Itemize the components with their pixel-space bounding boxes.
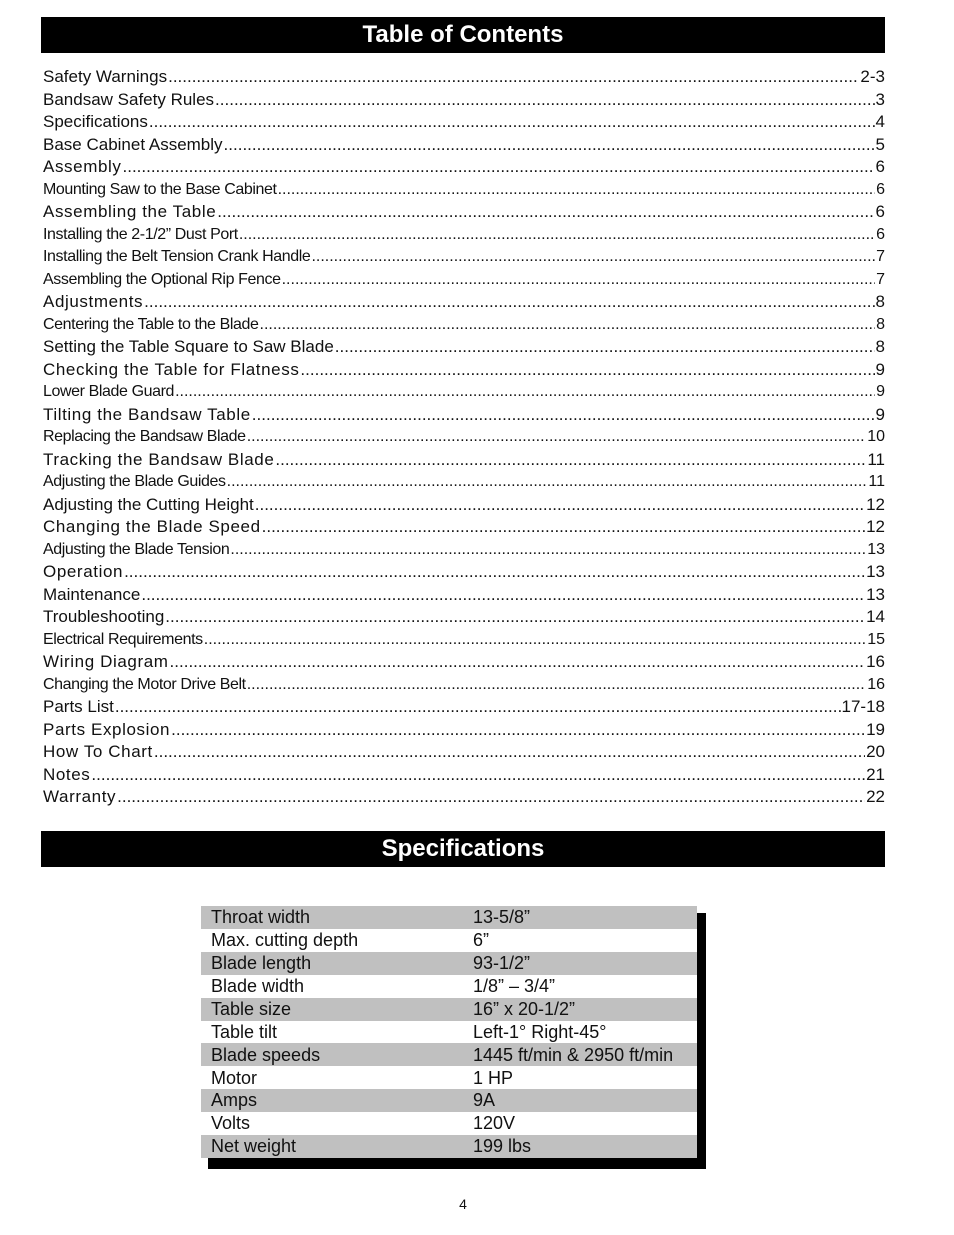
spec-row (201, 975, 697, 998)
toc-entry-page: 15 (867, 630, 885, 648)
toc-entry-title: Adjustments (43, 292, 144, 311)
toc-entry-title: Tracking the Bandsaw Blade (43, 449, 275, 469)
toc-entry-page: 3 (875, 89, 885, 109)
spec-label: Motor (211, 1067, 258, 1088)
toc-leader (260, 314, 876, 337)
toc-leader (117, 786, 865, 809)
toc-entry-page: 9 (876, 383, 885, 400)
toc-entry-page: 8 (876, 315, 885, 333)
toc-entry (43, 786, 885, 809)
spec-label: Table tilt (211, 1021, 278, 1042)
toc-leader (252, 404, 875, 427)
spec-value: 13-5/8” (463, 906, 697, 929)
toc-entry-page: 2-3 (860, 67, 885, 86)
toc-entry-title: Electrical Requirements (43, 630, 203, 648)
spec-row (201, 998, 697, 1021)
toc-entry-page: 14 (866, 607, 885, 626)
toc-entry (43, 449, 885, 472)
spec-row (201, 1135, 697, 1158)
toc-entry-page: 12 (866, 517, 885, 536)
spec-row (201, 1043, 697, 1066)
toc-entry-page: 10 (867, 428, 885, 445)
spec-value: 9A (463, 1089, 697, 1112)
spec-label: Amps (201, 1089, 463, 1112)
page-number: 4 (459, 1196, 467, 1212)
spec-row (201, 1089, 697, 1112)
toc-entry-title: Centering the Table to the Blade (43, 315, 259, 333)
toc-entry (43, 561, 885, 584)
toc-entry-title: Parts List (43, 697, 114, 716)
spec-row (201, 952, 697, 975)
specifications-table (201, 906, 697, 1158)
toc-entry-page: 5 (875, 134, 885, 154)
toc-leader (154, 741, 865, 764)
toc-entry (43, 156, 885, 179)
toc-entry-title: Adjusting the Blade Guides (43, 473, 226, 490)
toc-leader (275, 449, 866, 472)
toc-leader (115, 696, 841, 719)
toc-heading: Table of Contents (41, 17, 885, 53)
toc-leader (230, 539, 866, 562)
toc-leader (170, 651, 866, 674)
toc-entry-page: 13 (867, 540, 885, 558)
toc-entry-title: Wiring Diagram (43, 652, 169, 671)
toc-entry-title: Notes (43, 764, 91, 784)
toc-entry-page: 16 (867, 675, 885, 693)
toc-entry-title: Changing the Motor Drive Belt (43, 675, 246, 693)
toc-leader (204, 629, 866, 652)
toc-leader (239, 224, 875, 247)
spec-label: Table size (201, 998, 463, 1021)
toc-entry-page: 8 (875, 292, 885, 311)
spec-row (201, 1112, 697, 1135)
toc-entry-page: 11 (867, 449, 885, 469)
toc-entry-page: 6 (875, 202, 885, 221)
toc-entry-title: Setting the Table Square to Saw Blade (43, 337, 334, 356)
toc-entry-title: Installing the Belt Tension Crank Handle (43, 248, 311, 265)
toc-entry (43, 269, 885, 292)
toc-leader (171, 719, 865, 742)
toc-entry (43, 741, 885, 764)
toc-leader (247, 426, 867, 449)
toc-entry (43, 651, 885, 674)
toc-entry-title: Safety Warnings (43, 67, 168, 86)
toc-leader (255, 494, 865, 517)
toc-entry (43, 291, 885, 314)
spec-row (201, 906, 697, 929)
toc-list (43, 66, 885, 809)
toc-entry (43, 336, 885, 359)
toc-entry-title: Checking the Table for Flatness (43, 359, 300, 379)
toc-entry-page: 12 (866, 494, 885, 514)
toc-entry (43, 764, 885, 787)
toc-entry-page: 9 (875, 404, 885, 424)
toc-entry (43, 516, 885, 539)
toc-leader (149, 111, 875, 134)
toc-entry-title: Maintenance (43, 584, 141, 604)
spec-value: 120V (473, 1113, 516, 1134)
toc-leader (168, 66, 859, 89)
toc-entry (43, 89, 885, 112)
toc-entry (43, 246, 885, 269)
toc-leader (141, 584, 865, 607)
toc-entry-title: How To Chart (43, 742, 153, 761)
toc-entry-page: 7 (876, 248, 885, 265)
toc-entry-title: Replacing the Bandsaw Blade (43, 428, 246, 445)
toc-entry (43, 674, 885, 697)
toc-entry (43, 359, 885, 382)
toc-leader (144, 291, 874, 314)
toc-entry (43, 224, 885, 247)
spec-label: Blade length (201, 952, 463, 975)
toc-entry-title: Installing the 2-1/2” Dust Port (43, 225, 238, 243)
spec-row (201, 1021, 697, 1044)
toc-entry-page: 4 (875, 112, 885, 131)
toc-entry-page: 16 (866, 652, 885, 671)
toc-entry (43, 584, 885, 607)
toc-entry-page: 8 (875, 337, 885, 356)
toc-entry-title: Specifications (43, 112, 148, 131)
toc-leader (335, 336, 875, 359)
specifications-heading: Specifications (41, 831, 885, 867)
spec-value: 1 HP (473, 1067, 514, 1088)
toc-entry-title: Bandsaw Safety Rules (43, 89, 215, 109)
spec-value: 1/8” – 3/4” (473, 975, 556, 996)
toc-entry-title: Adjusting the Cutting Height (43, 494, 254, 514)
toc-entry-page: 13 (866, 584, 885, 604)
toc-entry (43, 629, 885, 652)
toc-entry-title: Assembling the Table (43, 202, 217, 221)
toc-leader (165, 606, 865, 629)
toc-entry (43, 719, 885, 742)
spec-row (201, 1066, 697, 1089)
spec-value: Left-1° Right-45° (473, 1021, 607, 1042)
spec-label: Max. cutting depth (211, 930, 359, 951)
toc-entry-page: 11 (868, 473, 885, 490)
toc-entry (43, 66, 885, 89)
toc-entry-title: Assembly (43, 157, 122, 176)
spec-label: Blade speeds (201, 1043, 463, 1066)
toc-entry-title: Changing the Blade Speed (43, 517, 261, 536)
spec-label: Net weight (201, 1135, 463, 1158)
toc-entry-page: 20 (866, 742, 885, 761)
toc-leader (217, 201, 874, 224)
toc-leader (124, 561, 865, 584)
spec-row (201, 929, 697, 952)
toc-leader (300, 359, 874, 382)
toc-leader (175, 381, 875, 404)
spec-label: Blade width (211, 975, 305, 996)
toc-entry (43, 111, 885, 134)
toc-entry (43, 314, 885, 337)
toc-entry-page: 21 (866, 764, 885, 784)
toc-entry (43, 606, 885, 629)
toc-leader (123, 156, 875, 179)
toc-entry (43, 179, 885, 202)
toc-entry-page: 22 (866, 787, 885, 806)
toc-entry (43, 494, 885, 517)
toc-leader (224, 134, 875, 157)
spec-value: 199 lbs (463, 1135, 697, 1158)
toc-entry-page: 6 (876, 225, 885, 243)
toc-entry-title: Adjusting the Blade Tension (43, 540, 230, 558)
toc-entry-title: Operation (43, 562, 124, 581)
toc-leader (91, 764, 865, 787)
toc-entry-title: Assembling the Optional Rip Fence (43, 270, 281, 288)
toc-entry-title: Troubleshooting (43, 607, 165, 626)
toc-entry-page: 6 (875, 157, 885, 176)
toc-entry (43, 201, 885, 224)
spec-value: 16” x 20-1/2” (463, 998, 697, 1021)
toc-entry-title: Tilting the Bandsaw Table (43, 404, 251, 424)
spec-label: Throat width (201, 906, 463, 929)
toc-leader (311, 246, 875, 269)
toc-entry (43, 471, 885, 494)
spec-value: 1445 ft/min & 2950 ft/min (463, 1043, 697, 1066)
toc-leader (262, 516, 865, 539)
toc-entry-page: 6 (876, 180, 885, 198)
toc-entry-page: 7 (876, 270, 885, 288)
toc-entry-page: 17-18 (841, 697, 885, 716)
toc-entry-title: Mounting Saw to the Base Cabinet (43, 180, 277, 198)
toc-leader (215, 89, 874, 112)
toc-entry-title: Warranty (43, 787, 117, 806)
toc-leader (282, 269, 875, 292)
toc-entry (43, 696, 885, 719)
toc-entry (43, 134, 885, 157)
toc-entry (43, 404, 885, 427)
toc-entry-title: Parts Explosion (43, 719, 171, 739)
toc-leader (227, 471, 868, 494)
toc-entry (43, 539, 885, 562)
toc-entry-page: 19 (866, 719, 885, 739)
toc-leader (278, 179, 876, 202)
toc-entry-title: Base Cabinet Assembly (43, 134, 223, 154)
toc-entry-page: 9 (875, 359, 885, 379)
spec-value: 6” (473, 930, 490, 951)
toc-entry-title: Lower Blade Guard (43, 383, 175, 400)
toc-entry (43, 381, 885, 404)
toc-leader (247, 674, 866, 697)
toc-entry (43, 426, 885, 449)
spec-label: Volts (211, 1113, 251, 1134)
toc-entry-page: 13 (866, 562, 885, 581)
spec-value: 93-1/2” (463, 952, 697, 975)
